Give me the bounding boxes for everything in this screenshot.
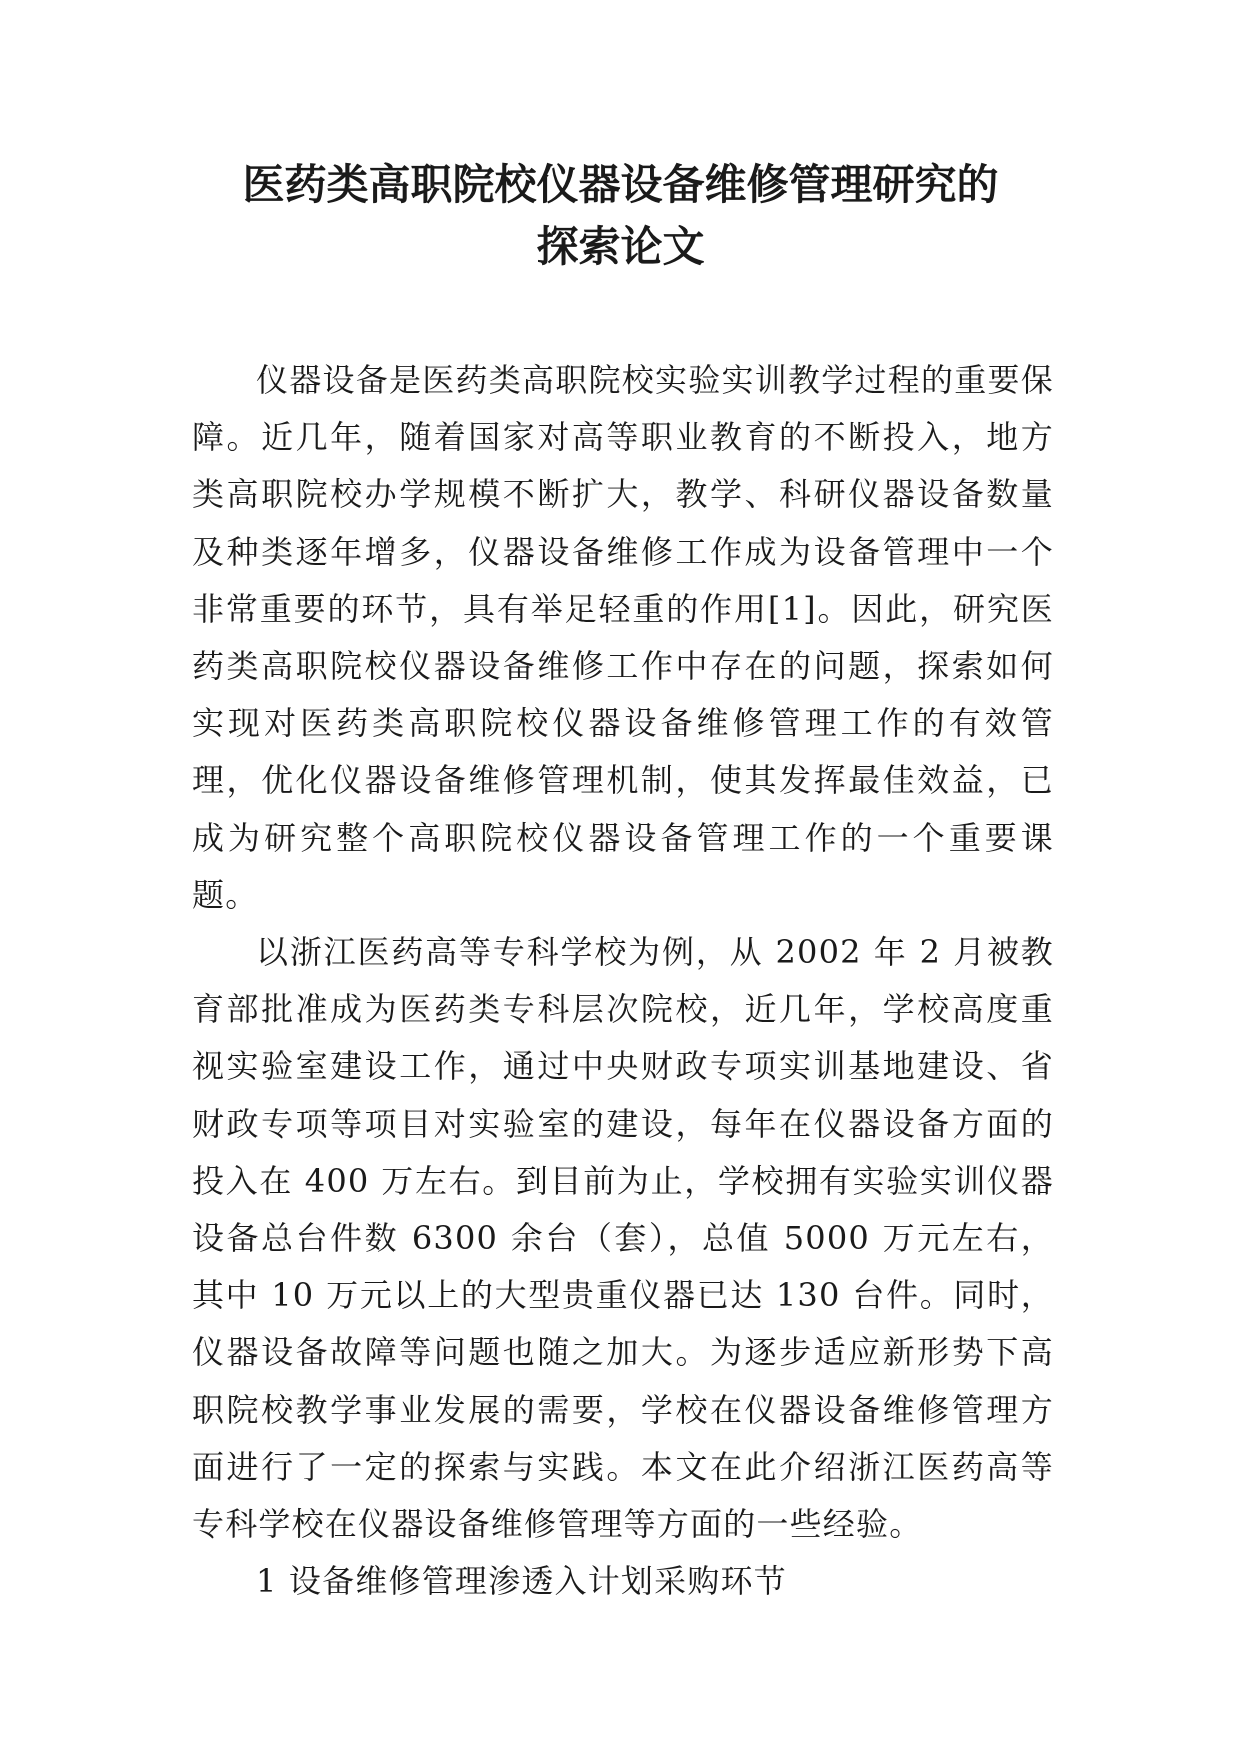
document-title-line-1: 医药类高职院校仪器设备维修管理研究的: [242, 160, 999, 209]
document-title-line-2: 探索论文: [536, 222, 705, 271]
section-heading-1: 1 设备维修管理渗透入计划采购环节: [256, 1562, 787, 1601]
paragraph-intro: 仪器设备是医药类高职院校实验实训教学过程的重要保障。近几年，随着国家对高等职业教育的不断投入，地方类高职院校办学规模不断扩大，教学、科研仪器设备数量及种类逐年增多，仪器设备维修工作成为设备管理中一个非常重要的环节，具有举足轻重的作用[1]。因此，研究医药类高职院校仪器设备维修工作中存在的问题，探索如何实现对医药类高职院校仪器设备维修管理工作的有效管理，优化仪器设备维修管理机制，使其发挥最佳效益，已成为研究整个高职院校仪器设备管理工作的一个重要课题。: [192, 361, 1054, 914]
paragraph-case-study: 以浙江医药高等专科学校为例，从 2002 年 2 月被教育部批准成为医药类专科层次院校，近几年，学校高度重视实验室建设工作，通过中央财政专项实训基地建设、省财政专项等项目对实验室的建设，每年在仪器设备方面的投入在 400 万左右。到目前为止，学校拥有实验实训仪器设备总台件数 6300 余台（套），总值 5000 万元左右，其中 10 万元以上的大型贵重仪器已达 130 台件。同时，仪器设备故障等问题也随之加大。为逐步适应新形势下高职院校教学事业发展的需要，学校在仪器设备维修管理方面进行了一定的探索与实践。本文在此介绍浙江医药高等专科学校在仪器设备维修管理等方面的一些经验。: [192, 933, 1054, 1544]
document-body: [192, 352, 1054, 1610]
